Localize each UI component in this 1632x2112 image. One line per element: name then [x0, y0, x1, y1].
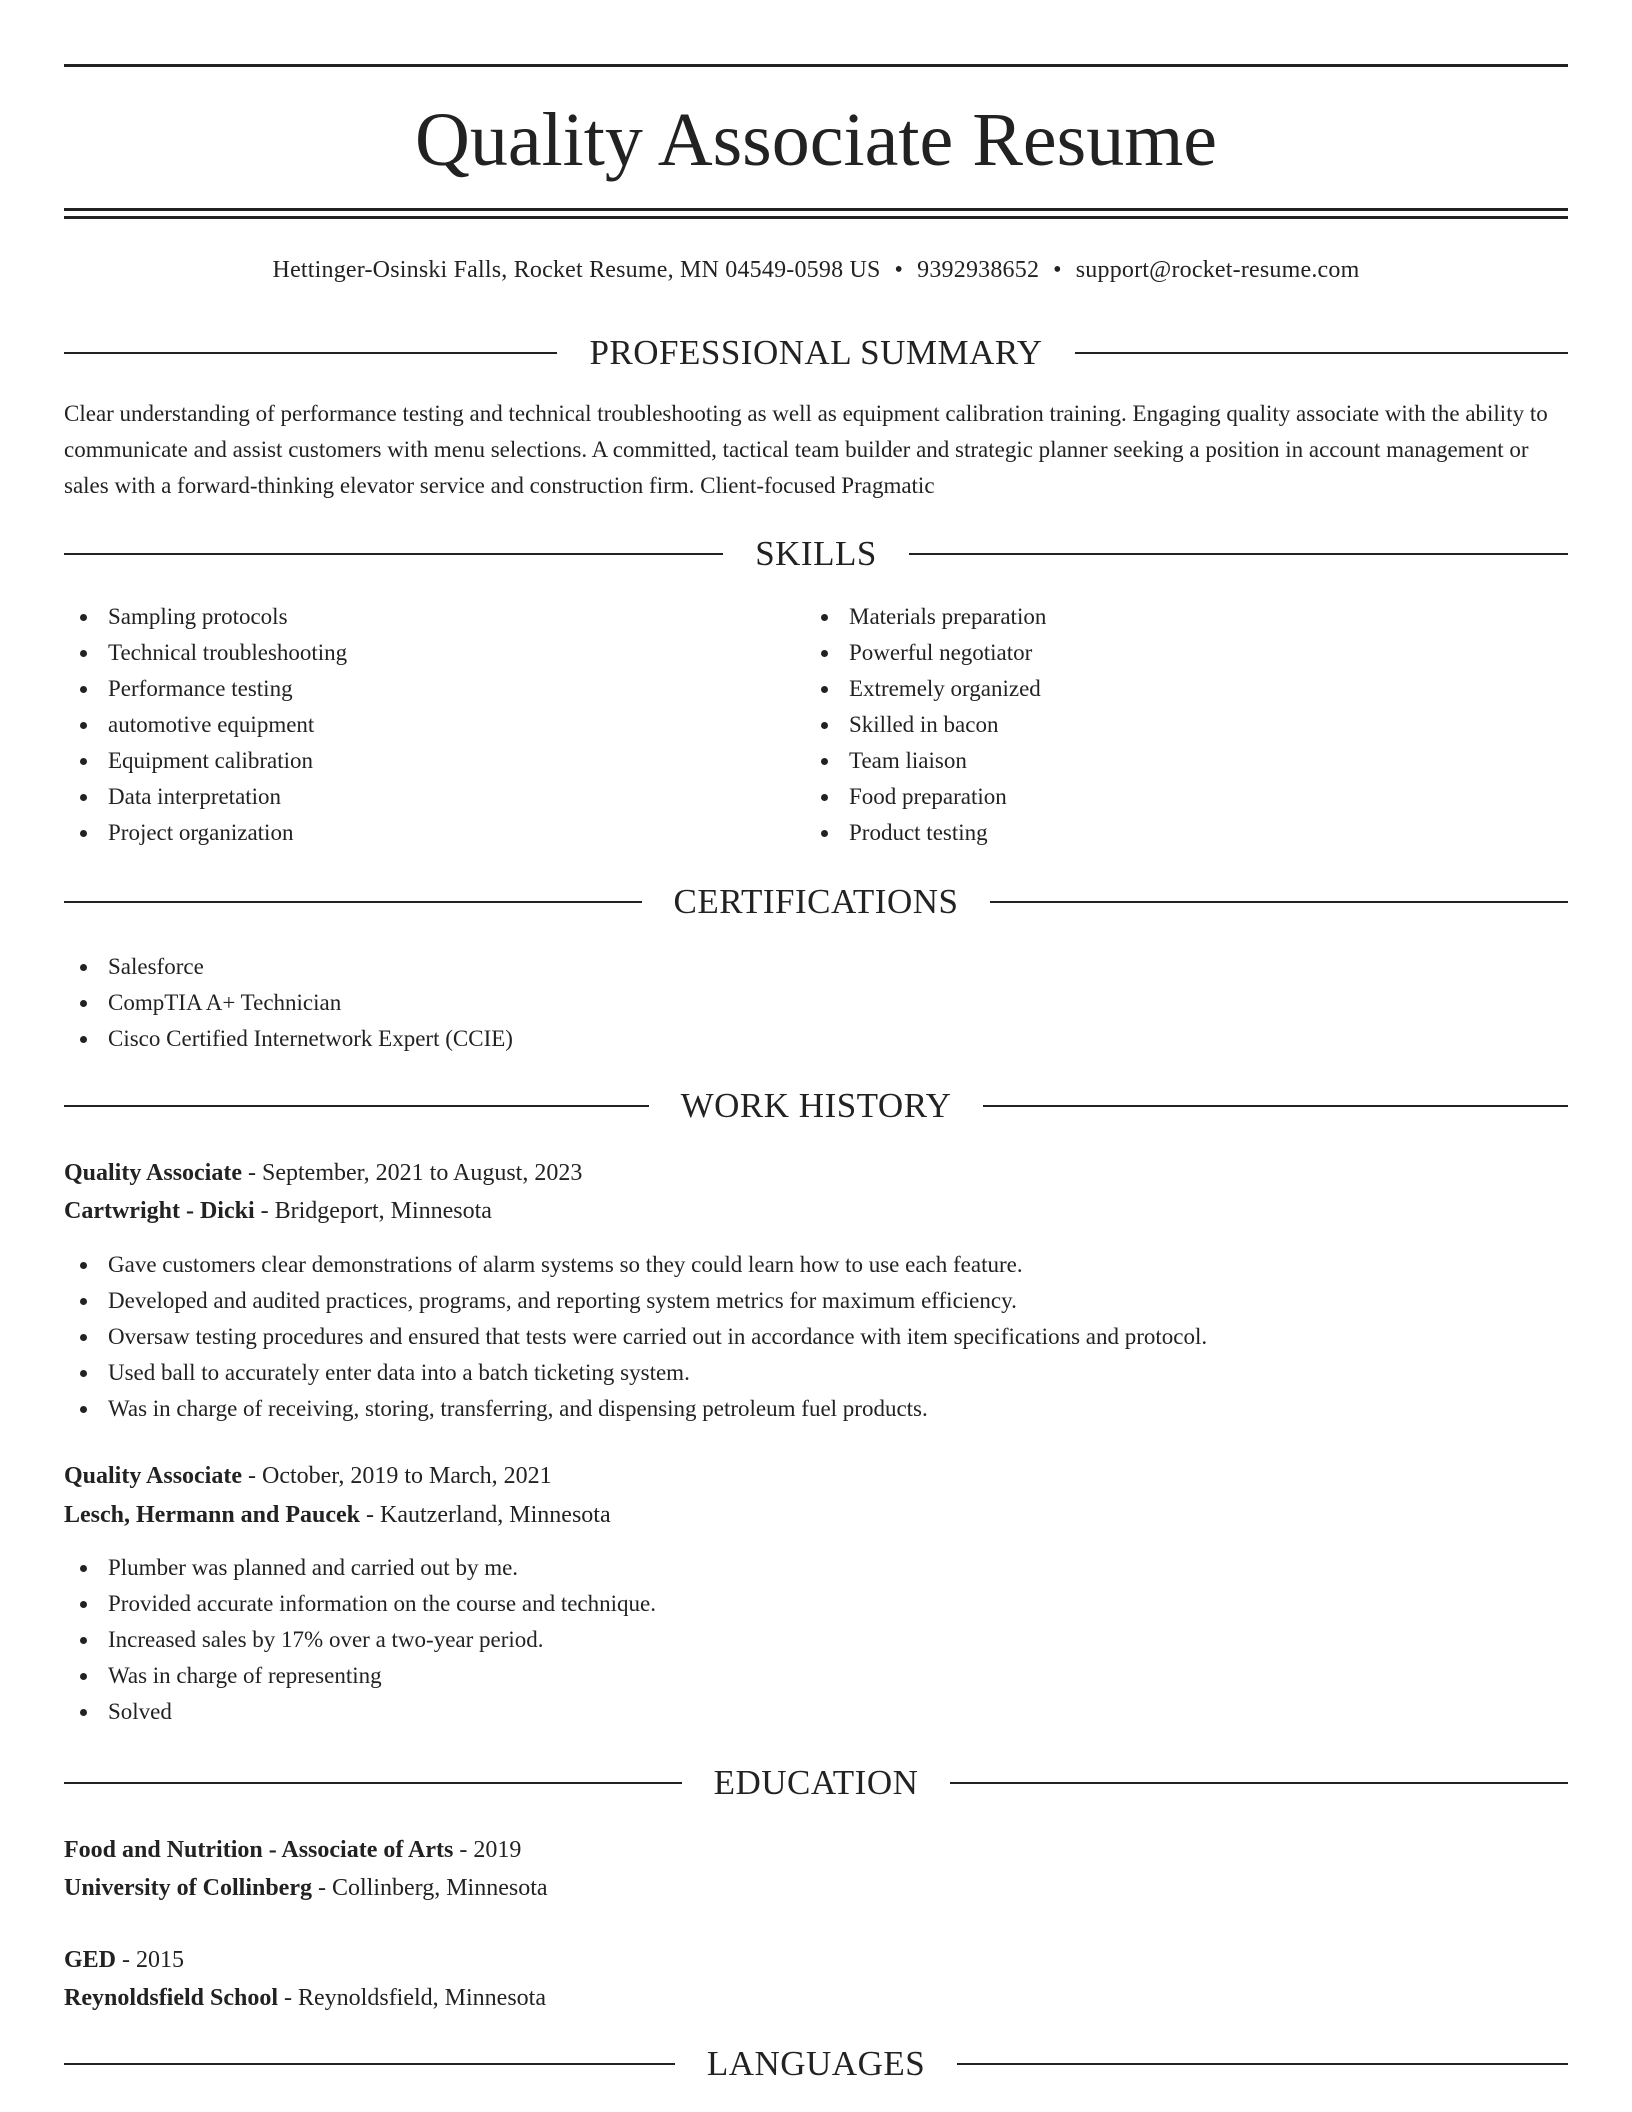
skill-item: Team liaison [805, 743, 1545, 779]
job-bullet: Was in charge of representing [64, 1658, 1568, 1694]
languages-heading-label: LANGUAGES [706, 2044, 926, 2083]
job-company-line [64, 1193, 492, 1229]
education-school-line [64, 1980, 546, 2016]
education-degree: Food and Nutrition - Associate of Arts [64, 1837, 454, 1863]
job-bullet: Plumber was planned and carried out by me. [64, 1550, 1568, 1586]
education-degree-line [64, 1832, 521, 1868]
skill-item: Skilled in bacon [805, 707, 1545, 743]
skill-item: Product testing [805, 815, 1545, 851]
job-company: Cartwright - Dicki [64, 1198, 255, 1224]
job-bullet: Gave customers clear demonstrations of alarm systems so they could learn how to use each feature. [64, 1247, 1568, 1283]
job-location: - Bridgeport, Minnesota [254, 1198, 492, 1224]
contact-line [64, 254, 1568, 286]
heading-rule [983, 1105, 1568, 1107]
heading-rule [64, 553, 723, 555]
heading-rule [64, 2063, 675, 2065]
contact-separator: • [1053, 257, 1062, 283]
skill-item: Food preparation [805, 779, 1545, 815]
heading-rule [1075, 352, 1568, 354]
work-history-heading [64, 1084, 1568, 1128]
job-bullets [64, 1550, 1568, 1730]
skill-item: Project organization [64, 815, 804, 851]
job-company: Lesch, Hermann and Paucek [64, 1502, 361, 1528]
job-title-line [64, 1155, 582, 1191]
heading-rule [950, 1782, 1568, 1784]
education-school-line [64, 1870, 548, 1906]
education-year: - 2015 [116, 1947, 185, 1973]
certification-item: Cisco Certified Internetwork Expert (CCIE) [64, 1021, 1568, 1057]
title-rule-2 [64, 216, 1568, 219]
skill-item: automotive equipment [64, 707, 804, 743]
education-heading [64, 1761, 1568, 1805]
job-bullet: Oversaw testing procedures and ensured that tests were carried out in accordance with item specifications and protocol. [64, 1319, 1568, 1355]
contact-separator: • [894, 257, 904, 283]
summary-text: Clear understanding of performance testing and technical troubleshooting as well as equipment calibration training. Engaging quality associate with the ability to communicate and assist customers with menu selections. A committed, tactical team builder and strategic planner seeking a position in account management or sales with a forward-thinking elevator service and construction firm. Client-focused Pragmatic [64, 401, 1548, 498]
education-location: - Reynoldsfield, Minnesota [278, 1985, 546, 2011]
job-title: Quality Associate [64, 1463, 242, 1489]
education-heading-label: EDUCATION [713, 1763, 919, 1802]
job-bullet: Solved [64, 1694, 1568, 1730]
summary-heading-label: PROFESSIONAL SUMMARY [589, 333, 1043, 372]
job-location: - Kautzerland, Minnesota [360, 1502, 611, 1528]
education-year: - 2019 [453, 1837, 522, 1863]
certification-item: Salesforce [64, 949, 1568, 985]
job-title: Quality Associate [64, 1160, 242, 1186]
heading-rule [990, 901, 1568, 903]
languages-heading [64, 2042, 1568, 2086]
education-degree-line [64, 1942, 184, 1978]
skill-item: Data interpretation [64, 779, 804, 815]
heading-rule [64, 901, 642, 903]
education-degree: GED [64, 1947, 117, 1973]
heading-rule [957, 2063, 1568, 2065]
certification-item: CompTIA A+ Technician [64, 985, 1568, 1021]
job-bullet: Increased sales by 17% over a two-year period. [64, 1622, 1568, 1658]
contact-address: Hettinger-Osinski Falls, Rocket Resume, MN 04549-0598 US [272, 257, 881, 283]
education-school: University of Collinberg [64, 1875, 312, 1901]
job-bullet: Developed and audited practices, programs, and reporting system metrics for maximum efficiency. [64, 1283, 1568, 1319]
summary-heading [64, 331, 1568, 375]
resume-title: Quality Associate Resume [414, 98, 1218, 182]
job-bullet: Used ball to accurately enter data into a batch ticketing system. [64, 1355, 1568, 1391]
skill-item: Equipment calibration [64, 743, 804, 779]
education-location: - Collinberg, Minnesota [311, 1875, 548, 1901]
certifications-heading [64, 880, 1568, 924]
heading-rule [64, 352, 557, 354]
certifications-list [64, 949, 1568, 1057]
top-rule [64, 64, 1568, 67]
job-bullet: Was in charge of receiving, storing, transferring, and dispensing petroleum fuel products. [64, 1391, 1568, 1427]
title-rule-1 [64, 208, 1568, 211]
skill-item: Technical troubleshooting [64, 635, 804, 671]
job-bullet: Provided accurate information on the course and technique. [64, 1586, 1568, 1622]
skill-item: Materials preparation [805, 599, 1545, 635]
heading-rule [909, 553, 1568, 555]
job-title-line [64, 1458, 552, 1494]
heading-rule [64, 1105, 649, 1107]
education-school: Reynoldsfield School [64, 1985, 279, 2011]
skills-heading [64, 532, 1568, 576]
skill-item: Performance testing [64, 671, 804, 707]
skills-list-right [805, 599, 1545, 851]
job-dates: - September, 2021 to August, 2023 [242, 1160, 583, 1186]
skills-list-left [64, 599, 804, 851]
job-company-line [64, 1497, 611, 1533]
contact-email: support@rocket-resume.com [1075, 257, 1360, 283]
skills-heading-label: SKILLS [755, 534, 877, 573]
heading-rule [64, 1782, 682, 1784]
skill-item: Powerful negotiator [805, 635, 1545, 671]
work-history-heading-label: WORK HISTORY [680, 1086, 952, 1125]
job-dates: - October, 2019 to March, 2021 [242, 1463, 552, 1489]
certifications-heading-label: CERTIFICATIONS [673, 882, 959, 921]
contact-phone: 9392938652 [917, 257, 1040, 283]
skill-item: Extremely organized [805, 671, 1545, 707]
skill-item: Sampling protocols [64, 599, 804, 635]
job-bullets [64, 1247, 1568, 1427]
